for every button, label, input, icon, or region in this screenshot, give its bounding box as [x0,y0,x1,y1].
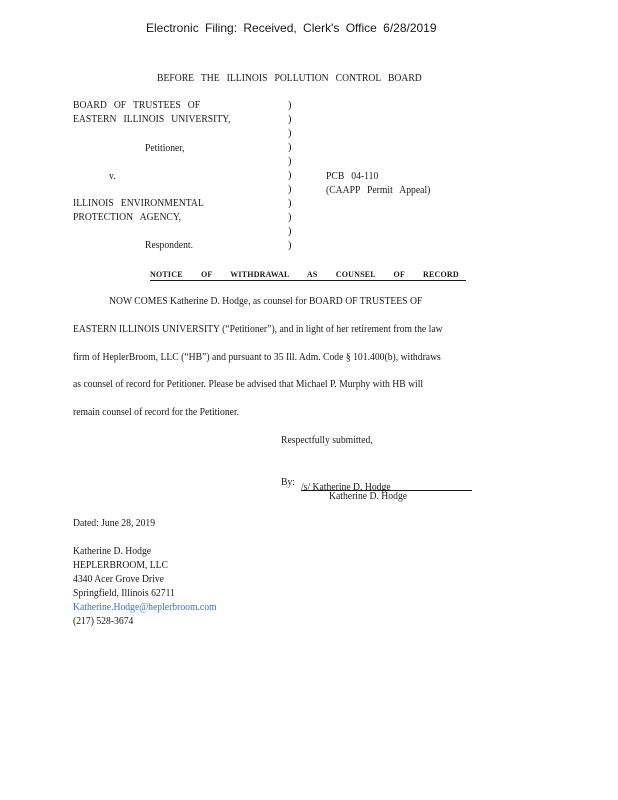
caption-paren: ) [288,114,292,125]
contact-city: Springfield, Illinois 62711 [73,588,175,599]
body-line: firm of HeplerBroom, LLC (“HB”) and pursuant to 35 Ill. Adm. Code § 101.400(b), withdraws [73,352,441,363]
printed-name: Katherine D. Hodge [329,491,408,502]
signature-line [301,477,472,491]
versus: v. [109,171,116,182]
respondent-name-line1: ILLINOIS ENVIRONMENTAL [73,198,204,209]
petitioner-name-line2: EASTERN ILLINOIS UNIVERSITY, [73,114,231,125]
caption-paren: ) [288,226,292,237]
caption-paren: ) [288,170,292,181]
filing-stamp: Electronic Filing: Received, Clerk's Office 6/28/2019 [146,21,437,35]
caption-paren: ) [288,184,292,195]
caption-paren: ) [288,212,292,223]
respondent-name-line2: PROTECTION AGENCY, [73,212,182,223]
electronic-signature: /s/ Katherine D. Hodge [301,482,391,493]
contact-phone: (217) 528-3674 [73,616,134,627]
case-type: (CAAPP Permit Appeal) [326,185,431,196]
case-number: PCB 04-110 [326,171,379,182]
closing: Respectfully submitted, [281,435,373,446]
contact-name: Katherine D. Hodge [73,546,152,557]
contact-firm: HEPLERBROOM, LLC [73,560,169,571]
dated: Dated: June 28, 2019 [73,518,156,529]
caption-paren: ) [288,240,292,251]
body-line: as counsel of record for Petitioner. Please be advised that Michael P. Murphy with HB will [73,379,424,390]
body-line: remain counsel of record for the Petitioner. [73,407,240,418]
body-line: EASTERN ILLINOIS UNIVERSITY (“Petitioner”), and in light of her retirement from the law [73,324,443,335]
caption-paren: ) [288,198,292,209]
caption-paren: ) [288,142,292,153]
caption-paren: ) [288,156,292,167]
respondent-role: Respondent. [145,240,194,251]
contact-street: 4340 Acer Grove Drive [73,574,164,585]
petitioner-role: Petitioner, [145,143,185,154]
petitioner-name-line1: BOARD OF TRUSTEES OF [73,100,201,111]
board-title: BEFORE THE ILLINOIS POLLUTION CONTROL BOARD [157,73,422,84]
contact-email-link[interactable]: Katherine.Hodge@heplerbroom.com [73,602,217,613]
caption-paren: ) [288,100,292,111]
notice-title: NOTICE OF WITHDRAWAL AS COUNSEL OF RECORD [150,270,466,281]
caption-paren: ) [288,128,292,139]
body-line: NOW COMES Katherine D. Hodge, as counsel for BOARD OF TRUSTEES OF [109,296,423,307]
by-label: By: [281,477,295,488]
